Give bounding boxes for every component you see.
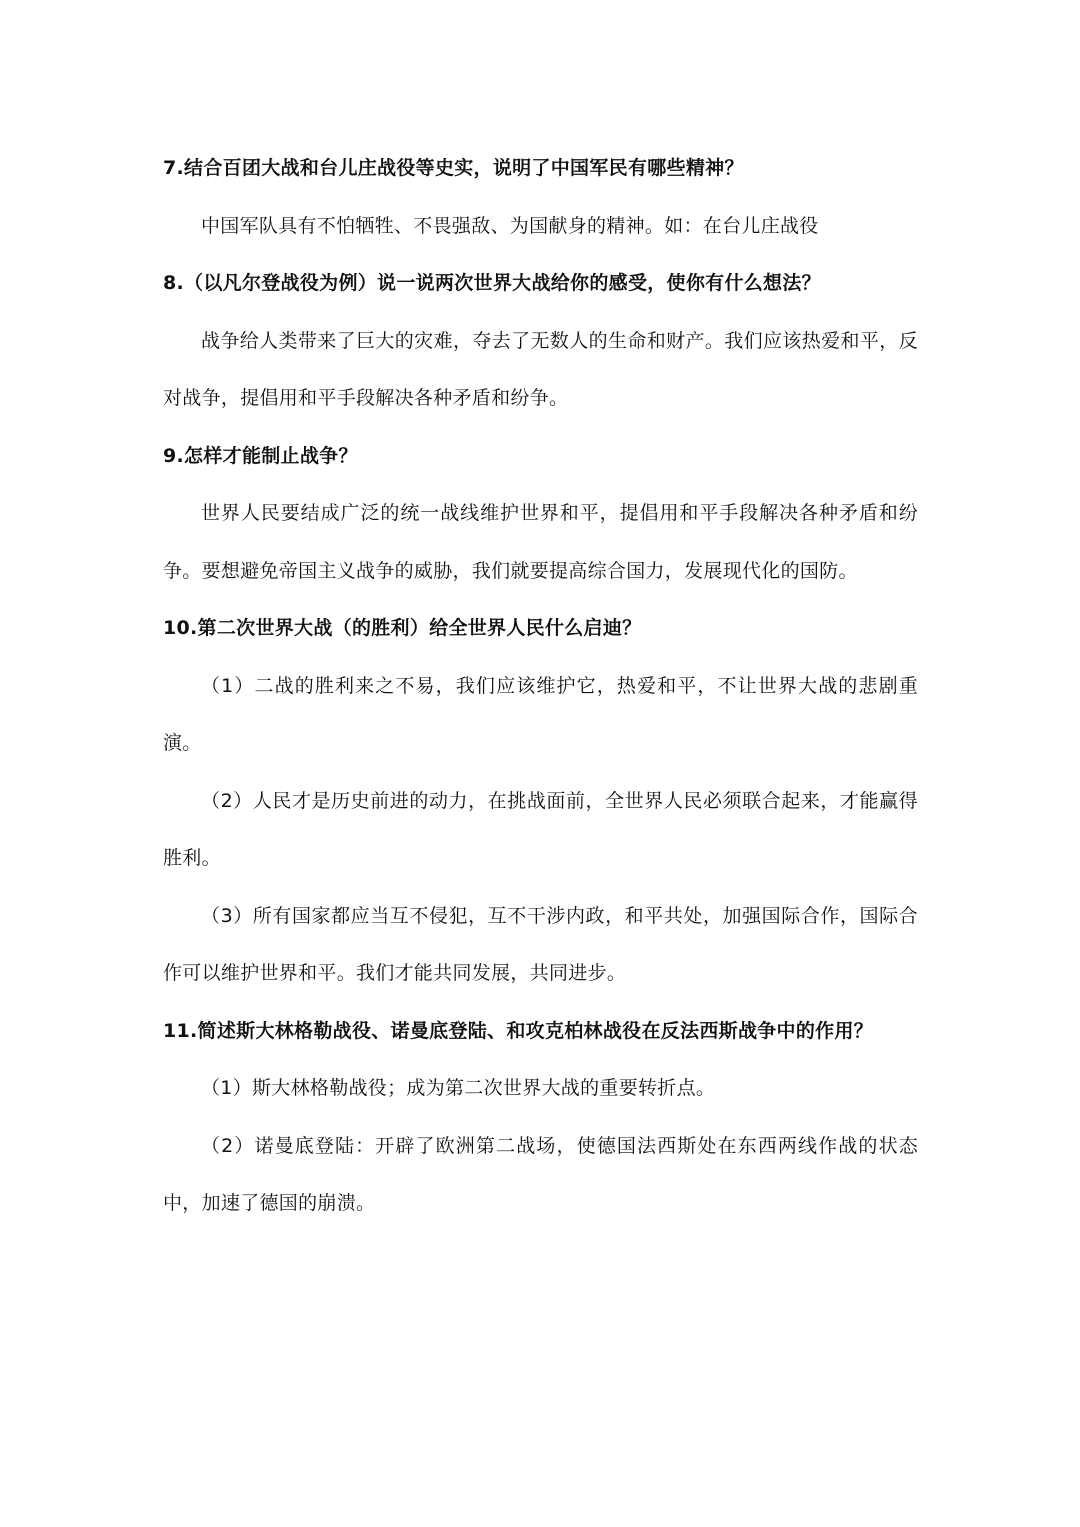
- question-7: 7.结合百团大战和台儿庄战役等史实，说明了中国军民有哪些精神？: [163, 157, 744, 179]
- answer-10-point-2: （2）人民才是历史前进的动力，在挑战面前，全世界人民必须联合起来，才能赢得胜利。: [163, 789, 918, 869]
- answer-9: 世界人民要结成广泛的统一战线维护世界和平，提倡用和平手段解决各种矛盾和纷争。要想避免帝国主义战争的威胁，我们就要提高综合国力，发展现代化的国防。: [163, 502, 918, 582]
- answer-8: 战争给人类带来了巨大的灾难，夺去了无数人的生命和财产。我们应该热爱和平，反对战争，提倡用和平手段解决各种矛盾和纷争。: [163, 329, 918, 409]
- answer-10-point-1: （1）二战的胜利来之不易，我们应该维护它，热爱和平，不让世界大战的悲剧重演。: [163, 674, 918, 754]
- answer-7: 中国军队具有不怕牺牲、不畏强敌、为国献身的精神。如：在台儿庄战役: [201, 214, 819, 237]
- document-content: [163, 140, 918, 1233]
- question-11: 11.简述斯大林格勒战役、诺曼底登陆、和攻克柏林战役在反法西斯战争中的作用？: [163, 1019, 874, 1042]
- question-9: 9.怎样才能制止战争？: [163, 444, 358, 467]
- answer-11-point-2: （2）诺曼底登陆：开辟了欧洲第二战场，使德国法西斯处在东西两线作战的状态中，加速了德国的崩溃。: [163, 1134, 918, 1214]
- answer-11-point-1: （1）斯大林格勒战役；成为第二次世界大战的重要转折点。: [201, 1077, 716, 1099]
- answer-10-point-3: （3）所有国家都应当互不侵犯，互不干涉内政，和平共处，加强国际合作，国际合作可以维护世界和平。我们才能共同发展，共同进步。: [163, 904, 918, 984]
- question-10: 10.第二次世界大战（的胜利）给全世界人民什么启迪？: [163, 617, 642, 639]
- question-8: 8.（以凡尔登战役为例）说一说两次世界大战给你的感受，使你有什么想法？: [163, 272, 821, 294]
